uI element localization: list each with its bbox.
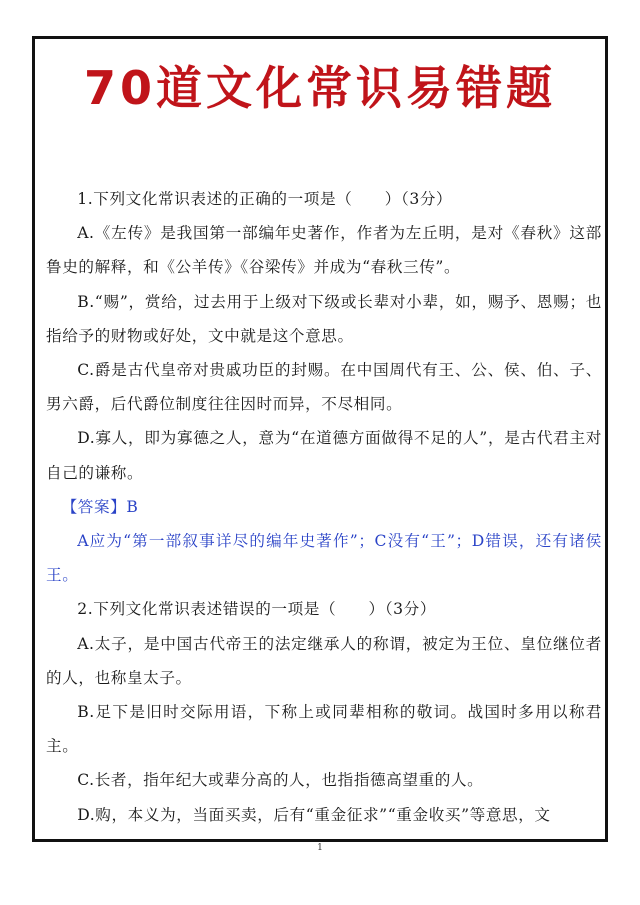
question-1-option-a: A.《左传》是我国第一部编年史著作，作者为左丘明，是对《春秋》这部鲁史的解释，和《公羊传》《谷梁传》并成为“春秋三传”。	[46, 224, 602, 277]
question-2-stem: 2.下列文化常识表述错误的一项是（ ）（3分）	[77, 600, 437, 619]
page-title: 70道文化常识易错题	[83, 61, 556, 115]
question-2-option-a: A.太子，是中国古代帝王的法定继承人的称谓，被定为王位、皇位继位者的人，也称皇太子。	[46, 634, 602, 687]
question-1-option-b: B.“赐”，赏给，过去用于上级对下级或长辈对小辈，如，赐予、恩赐；也指给予的财物或好处，文中就是这个意思。	[46, 292, 602, 345]
question-2-option-d: D.购，本义为，当面买卖，后有“重金征求”“重金收买”等意思，文	[77, 805, 551, 824]
question-2-option-b: B.足下是旧时交际用语，下称上或同辈相称的敬词。战国时多用以称君主。	[46, 703, 602, 756]
page-number: 1	[317, 843, 323, 853]
question-2-option-c: C.长者，指年纪大或辈分高的人，也指指德高望重的人。	[77, 771, 484, 790]
document-body	[46, 190, 602, 832]
question-1-answer: 【答案】B	[61, 497, 139, 516]
question-1-explanation: A应为“第一部叙事详尽的编年史著作”；C没有“王”；D错误，还有诸侯王。	[46, 532, 602, 585]
question-1-stem: 1.下列文化常识表述的正确的一项是（ ）（3分）	[77, 190, 453, 208]
question-1-option-c: C.爵是古代皇帝对贵戚功臣的封赐。在中国周代有王、公、侯、伯、子、男六爵，后代爵位制度往往因时而异，不尽相同。	[46, 361, 602, 414]
question-1-option-d: D.寡人，即为寡德之人，意为“在道德方面做得不足的人”，是古代君主对自己的谦称。	[46, 429, 602, 482]
